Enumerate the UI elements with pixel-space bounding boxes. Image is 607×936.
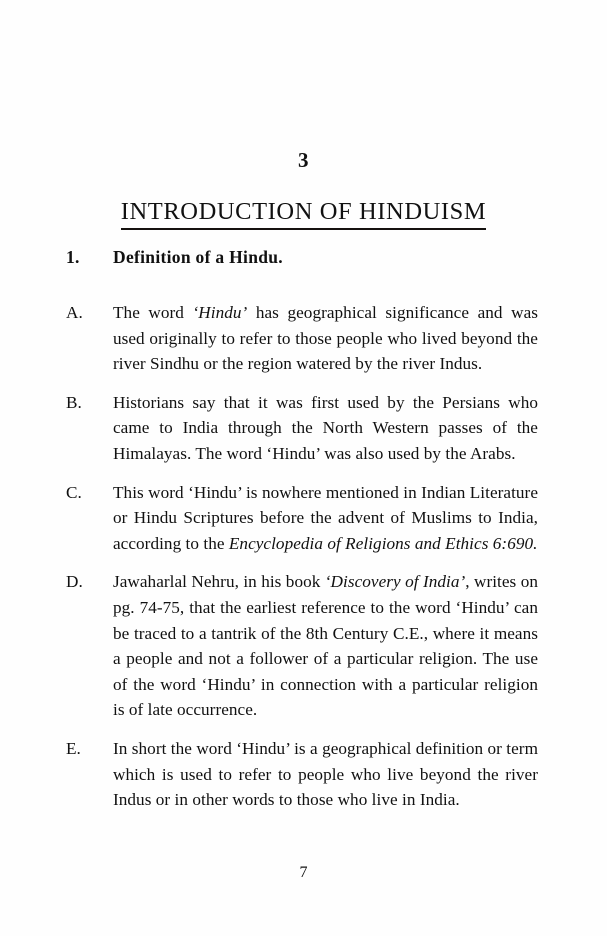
paragraph-text: In short the word ‘Hindu’ is a geographical definition or term which is used to refer to people who live beyond the river Indus or in other words to those who live in India. [113,738,538,810]
paragraph-b [66,390,538,467]
paragraph-marker: D. [66,572,83,592]
paragraph-marker: A. [66,303,83,322]
paragraph-text: Historians say that it was first used by the Persians who came to India through the North Western passes of the Himalayas. The word ‘Hindu’ was also used by the Arabs. [113,392,538,463]
section-heading-text: Definition of a Hindu. [113,247,283,267]
paragraph-c [66,480,538,557]
section-heading [66,247,538,268]
body-content [66,247,538,826]
paragraph-marker: E. [66,738,81,758]
paragraph-text: This word ‘Hindu’ is nowhere mentioned in Indian Literature or Hindu Scriptures before the advent of Muslims to India, according to the Encyclopedia of Religions and Ethics 6:690. [113,482,538,553]
paragraph-text: The word ‘Hindu’ has geographical significance and was used originally to refer to those people who lived beyond the river Sindhu or the region watered by the river Indus. [113,303,538,374]
paragraph-e [66,736,538,813]
paragraph-a [66,300,538,377]
page-title [0,198,607,230]
paragraph-text: Jawaharlal Nehru, in his book ‘Discovery of India’, writes on pg. 74-75, that the earliest reference to the word ‘Hindu’ can be traced to a tantrik of the 8th Century C.E., where it means a people and not a follower of a particular religion. The use of the word ‘Hindu’ in connection with a particular religion is of late occurrence. [113,572,538,720]
section-marker: 1. [66,247,80,267]
chapter-number: 3 [298,148,309,172]
paragraph-marker: C. [66,482,82,502]
page-number: 7 [299,864,308,881]
paragraph-marker: B. [66,392,82,412]
page-title-text: INTRODUCTION OF HINDUISM [121,198,487,230]
paragraph-d [66,569,538,723]
